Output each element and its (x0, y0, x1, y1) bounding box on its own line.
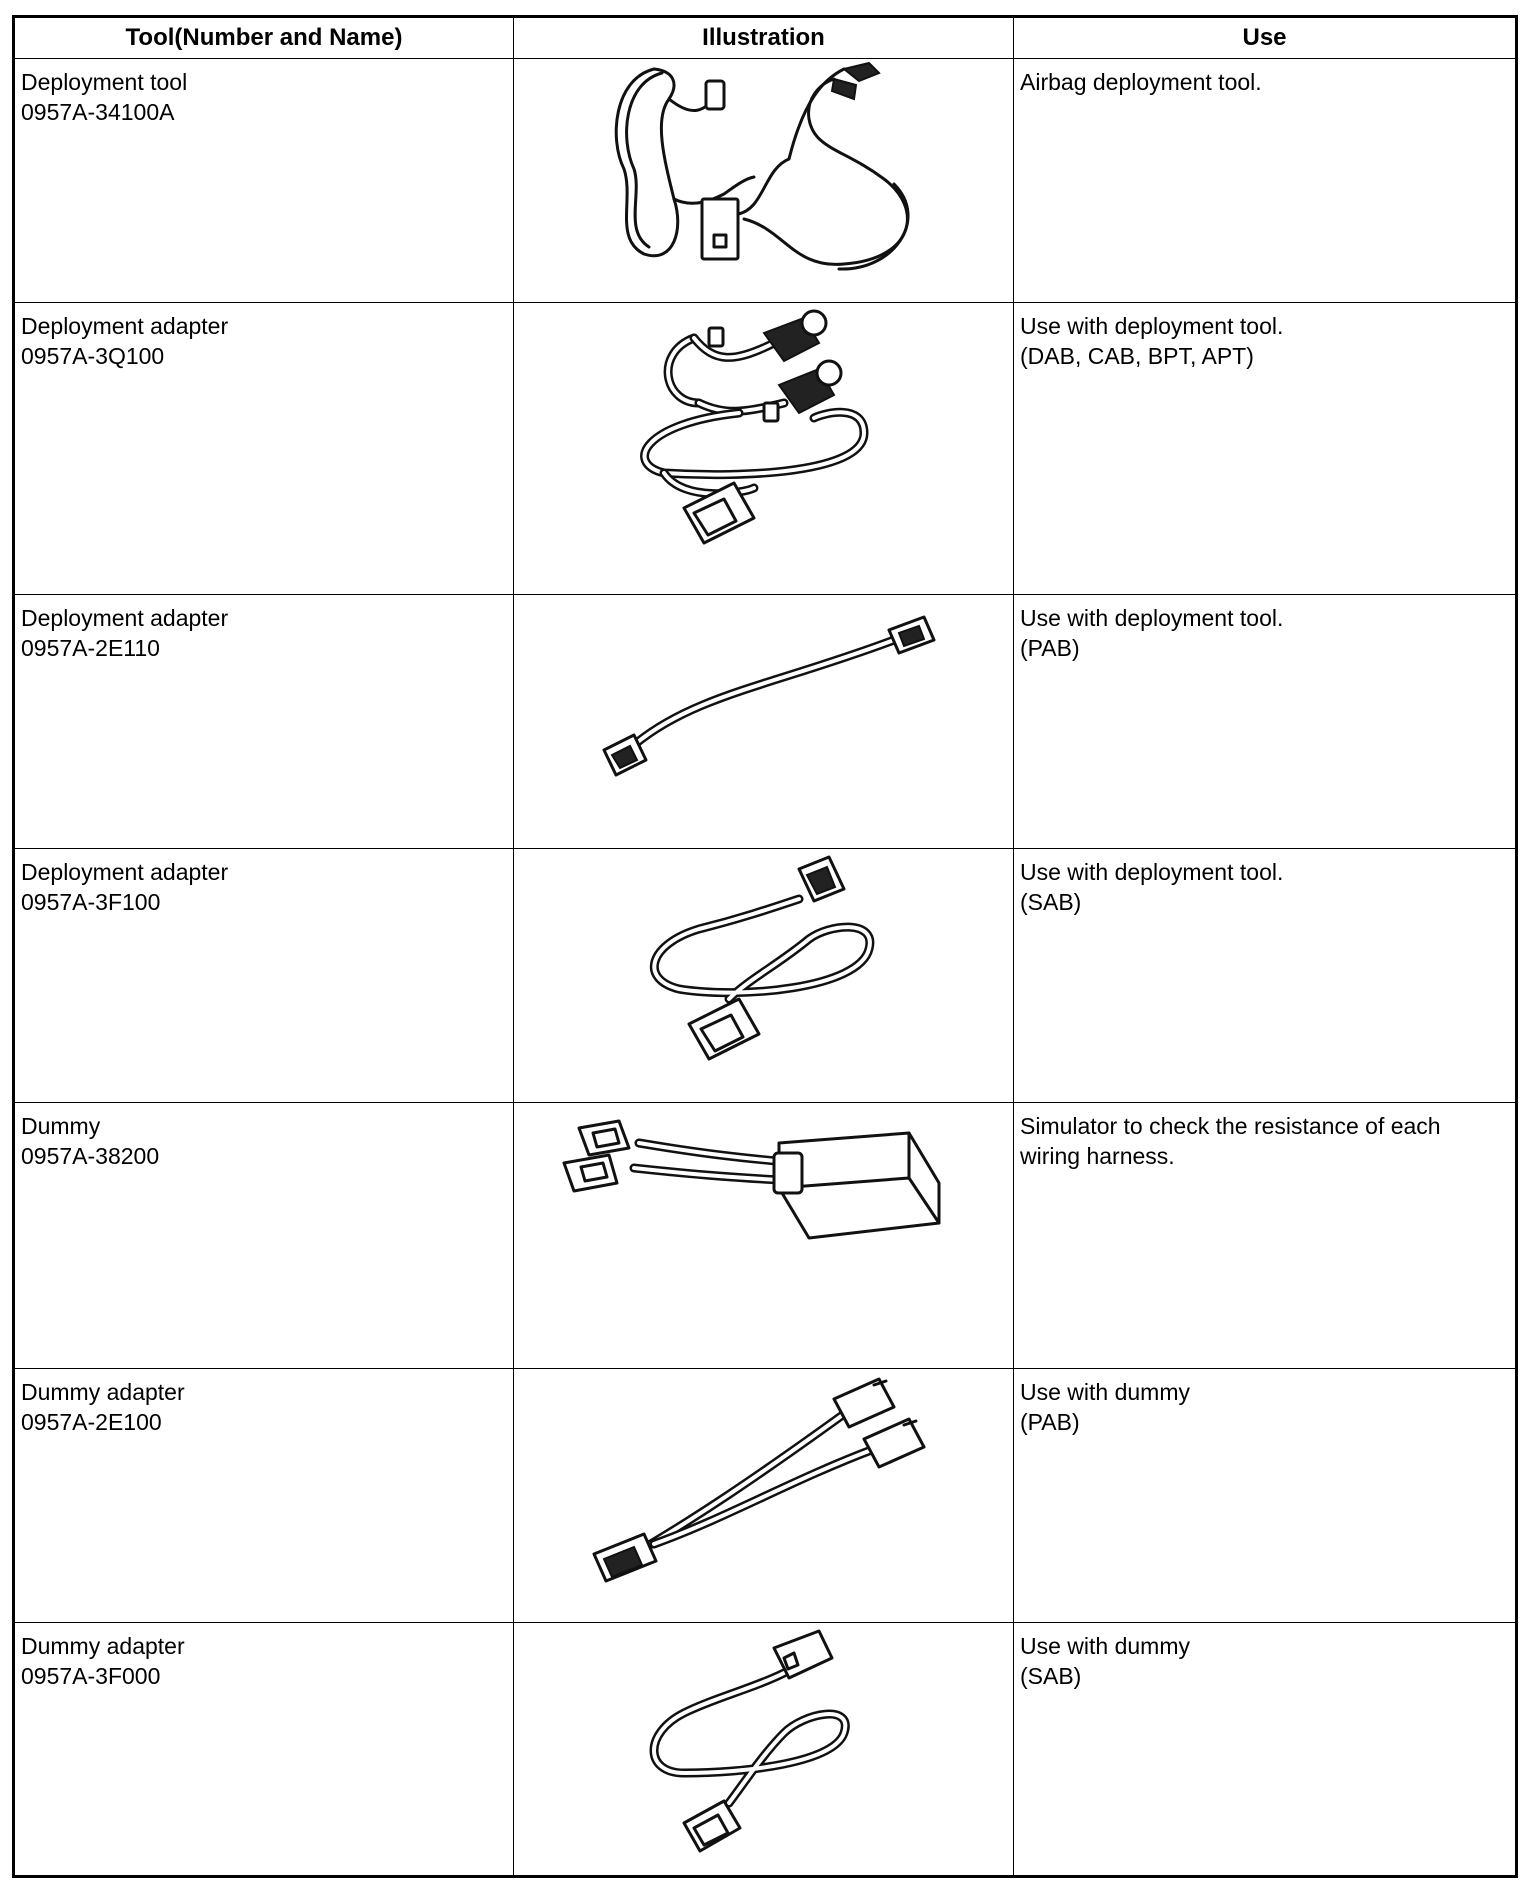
tool-number: 0957A-34100A (21, 99, 175, 125)
dummy-adapter-y-icon (574, 1369, 954, 1599)
tool-name: Deployment adapter (21, 605, 229, 631)
use-line: (DAB, CAB, BPT, APT) (1020, 343, 1254, 369)
illustration-cell (514, 303, 1014, 595)
use-cell (1014, 59, 1517, 303)
table-row (14, 1623, 1517, 1877)
use-cell (1014, 1369, 1517, 1623)
tool-number: 0957A-3Q100 (21, 343, 165, 369)
deployment-adapter-cable-icon (574, 595, 954, 795)
tool-cell (14, 303, 514, 595)
tool-name: Deployment tool (21, 69, 188, 95)
illustration-cell (514, 1623, 1014, 1877)
use-line: (PAB) (1020, 1409, 1080, 1435)
special-tools-table (12, 15, 1518, 1878)
use-line: Simulator to check the resistance of each (1020, 1113, 1441, 1139)
tool-name: Dummy adapter (21, 1633, 185, 1659)
use-line: Use with deployment tool. (1020, 313, 1284, 339)
table-row (14, 1103, 1517, 1369)
tool-cell (14, 595, 514, 849)
dummy-box-icon (559, 1103, 969, 1273)
use-line: Airbag deployment tool. (1020, 69, 1262, 95)
tool-cell (14, 1369, 514, 1623)
dummy-adapter-loop-icon (634, 1623, 894, 1863)
tool-cell (14, 59, 514, 303)
use-line: Use with dummy (1020, 1379, 1190, 1405)
use-cell (1014, 1103, 1517, 1369)
illustration-cell (514, 59, 1014, 303)
table-row (14, 303, 1517, 595)
illustration-cell (514, 1369, 1014, 1623)
table-row (14, 59, 1517, 303)
deployment-adapter-loop-icon (629, 849, 899, 1079)
illustration-cell (514, 1103, 1014, 1369)
table-row (14, 1369, 1517, 1623)
use-line: Use with deployment tool. (1020, 605, 1284, 631)
illustration-cell (514, 849, 1014, 1103)
tool-name: Deployment adapter (21, 859, 229, 885)
header-use: Use (1014, 17, 1517, 59)
tool-number: 0957A-2E110 (21, 635, 160, 661)
tool-cell (14, 849, 514, 1103)
use-cell (1014, 1623, 1517, 1877)
use-cell (1014, 595, 1517, 849)
table-row (14, 595, 1517, 849)
tool-number: 0957A-2E100 (21, 1409, 162, 1435)
use-line: (PAB) (1020, 635, 1080, 661)
table-row (14, 849, 1517, 1103)
use-line: Use with dummy (1020, 1633, 1190, 1659)
header-illustration: Illustration (514, 17, 1014, 59)
tool-cell (14, 1103, 514, 1369)
header-tool: Tool(Number and Name) (14, 17, 514, 59)
table-header-row (14, 17, 1517, 59)
tool-cell (14, 1623, 514, 1877)
tool-number: 0957A-3F000 (21, 1663, 161, 1689)
use-cell (1014, 303, 1517, 595)
tool-name: Deployment adapter (21, 313, 229, 339)
use-line: (SAB) (1020, 1663, 1082, 1689)
use-cell (1014, 849, 1517, 1103)
deployment-adapter-dual-icon (624, 303, 904, 563)
tool-number: 0957A-3F100 (21, 889, 161, 915)
tool-number: 0957A-38200 (21, 1143, 160, 1169)
use-line: wiring harness. (1020, 1143, 1175, 1169)
use-line: Use with deployment tool. (1020, 859, 1284, 885)
illustration-cell (514, 595, 1014, 849)
deployment-tool-icon (594, 59, 934, 279)
tool-name: Dummy (21, 1113, 101, 1139)
use-line: (SAB) (1020, 889, 1082, 915)
tool-name: Dummy adapter (21, 1379, 185, 1405)
